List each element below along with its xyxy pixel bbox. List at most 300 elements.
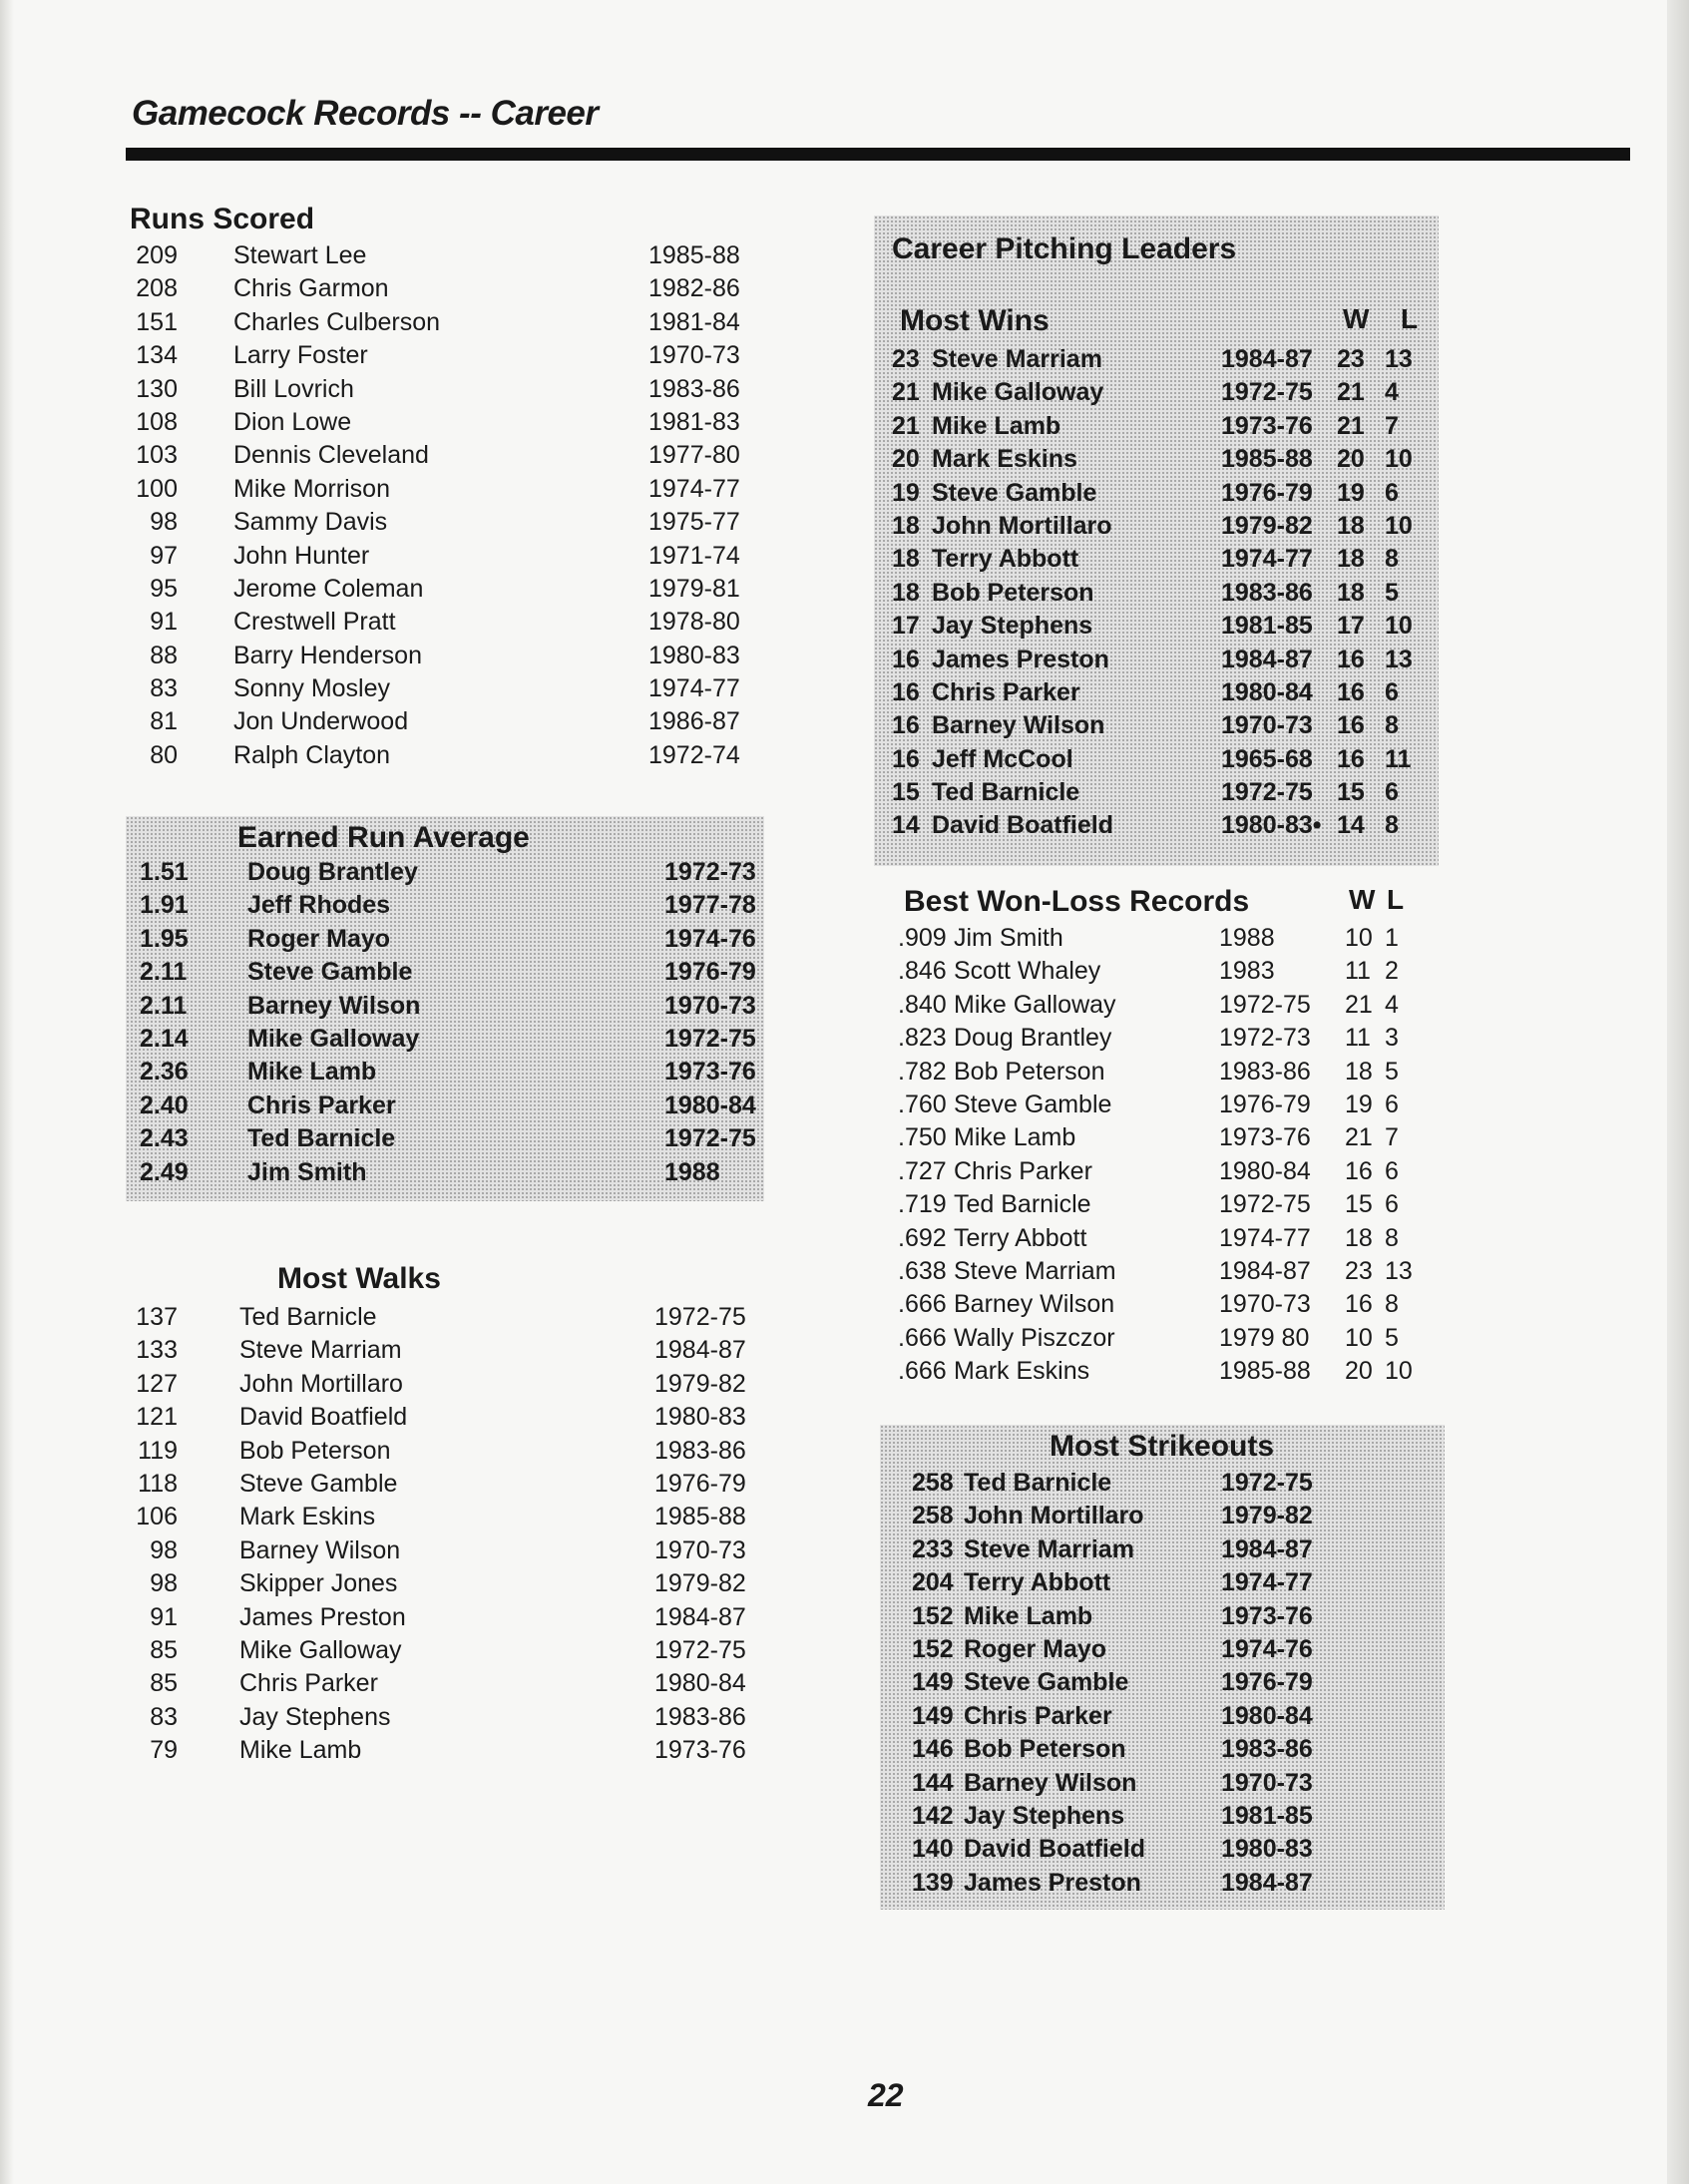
player-name: Wally Piszczor — [954, 1323, 1115, 1352]
player-years: 1972-75 — [1221, 1469, 1313, 1497]
w-value: 14 — [1337, 811, 1365, 840]
table-row — [134, 1701, 752, 1734]
w-value: 21 — [1337, 378, 1365, 407]
walks-value: 91 — [150, 1602, 178, 1631]
wins-value: 21 — [892, 378, 920, 407]
l-value: 6 — [1385, 1190, 1399, 1219]
wins-value: 15 — [892, 778, 920, 807]
wins-value: 20 — [892, 445, 920, 474]
runs-value: 91 — [150, 608, 178, 637]
player-name: Barney Wilson — [954, 1290, 1115, 1319]
table-row — [134, 1435, 752, 1468]
player-name: Mike Lamb — [964, 1601, 1093, 1630]
table-row — [892, 510, 1431, 543]
table-row — [912, 1666, 1431, 1699]
most-walks-title: Most Walks — [277, 1262, 441, 1295]
table-row — [140, 923, 758, 956]
era-value: 2.14 — [140, 1024, 189, 1053]
won-loss-section — [898, 884, 1457, 1388]
player-years: 1973-76 — [654, 1736, 746, 1765]
pitching-leaders-title: Career Pitching Leaders — [892, 232, 1237, 265]
player-name: Dion Lowe — [233, 407, 352, 436]
most-walks-list — [134, 1301, 752, 1767]
player-years: 1982-86 — [648, 274, 740, 303]
pct-value: .692 — [898, 1223, 947, 1252]
table-row — [140, 1156, 758, 1189]
pct-value: .638 — [898, 1256, 947, 1285]
player-years: 1974-77 — [1221, 545, 1313, 574]
player-years: 1984-87 — [1221, 345, 1313, 373]
player-name: Mark Eskins — [954, 1357, 1090, 1386]
runs-value: 88 — [150, 641, 178, 669]
player-years: 1965-68 — [1221, 744, 1313, 773]
player-name: Bob Peterson — [932, 578, 1094, 607]
table-row — [898, 1288, 1457, 1321]
player-years: 1977-78 — [664, 891, 756, 920]
player-name: Steve Gamble — [239, 1469, 398, 1498]
player-name: John Mortillaro — [932, 511, 1112, 540]
player-name: Terry Abbott — [954, 1223, 1087, 1252]
table-row — [898, 1056, 1457, 1089]
table-row — [912, 1566, 1431, 1599]
pct-value: .727 — [898, 1156, 947, 1185]
table-row — [898, 1255, 1457, 1288]
era-section — [126, 816, 764, 1201]
table-row — [898, 922, 1457, 955]
player-name: Steve Gamble — [954, 1090, 1112, 1118]
table-row — [134, 1734, 752, 1767]
l-value: 13 — [1385, 1256, 1413, 1285]
table-row — [134, 1534, 752, 1567]
pct-value: .750 — [898, 1123, 947, 1152]
won-loss-list — [898, 922, 1457, 1388]
pct-value: .782 — [898, 1057, 947, 1086]
player-years: 1974-77 — [648, 674, 740, 703]
pct-value: .846 — [898, 957, 947, 986]
l-value: 6 — [1385, 1090, 1399, 1118]
l-value: 5 — [1385, 578, 1399, 607]
pct-value: .760 — [898, 1090, 947, 1118]
runs-scored-section — [130, 202, 748, 772]
l-value: 7 — [1385, 1123, 1399, 1152]
pct-value: .666 — [898, 1290, 947, 1319]
table-row — [898, 1322, 1457, 1355]
player-name: Steve Marriam — [239, 1336, 402, 1365]
player-years: 1988 — [664, 1157, 720, 1186]
wins-value: 18 — [892, 511, 920, 540]
player-years: 1971-74 — [648, 541, 740, 570]
runs-value: 81 — [150, 707, 178, 736]
table-row — [130, 705, 748, 738]
era-value: 1.95 — [140, 924, 189, 953]
player-name: David Boatfield — [964, 1835, 1145, 1864]
player-name: Bob Peterson — [964, 1735, 1126, 1764]
table-row — [134, 1567, 752, 1600]
era-value: 2.11 — [140, 958, 188, 987]
player-name: Mike Lamb — [247, 1058, 377, 1087]
player-years: 1979-82 — [654, 1569, 746, 1598]
player-name: Steve Gamble — [932, 478, 1097, 507]
player-name: Mike Galloway — [932, 378, 1104, 407]
pct-value: .823 — [898, 1024, 947, 1053]
player-name: Barney Wilson — [932, 711, 1105, 740]
player-years: 1976-79 — [1219, 1090, 1311, 1118]
player-years: 1972-75 — [664, 1124, 756, 1153]
player-years: 1983-86 — [648, 374, 740, 403]
runs-value: 80 — [150, 740, 178, 769]
strikeouts-section — [880, 1425, 1445, 1910]
runs-value: 209 — [136, 241, 178, 269]
w-value: 16 — [1337, 645, 1365, 673]
player-years: 1974-77 — [1219, 1223, 1311, 1252]
player-years: 1980-83 — [1221, 1835, 1313, 1864]
most-wins-list — [892, 343, 1431, 843]
strikeouts-title: Most Strikeouts — [1050, 1430, 1275, 1463]
player-name: John Mortillaro — [964, 1502, 1144, 1530]
player-name: Steve Gamble — [964, 1668, 1129, 1697]
l-value: 10 — [1385, 511, 1413, 540]
player-name: Skipper Jones — [239, 1569, 398, 1598]
walks-value: 83 — [150, 1702, 178, 1731]
player-years: 1979-82 — [1221, 1502, 1313, 1530]
walks-value: 127 — [136, 1369, 178, 1398]
w-value: 19 — [1337, 478, 1365, 507]
runs-value: 83 — [150, 674, 178, 703]
player-name: Mike Galloway — [247, 1024, 420, 1053]
player-years: 1973-76 — [1219, 1123, 1311, 1152]
player-name: Mike Lamb — [932, 411, 1061, 440]
w-value: 18 — [1345, 1057, 1373, 1086]
l-value: 5 — [1385, 1323, 1399, 1352]
strikeouts-value: 152 — [912, 1601, 954, 1630]
wins-value: 17 — [892, 612, 920, 641]
table-row — [130, 373, 748, 406]
player-years: 1974-77 — [1221, 1568, 1313, 1597]
table-row — [140, 889, 758, 922]
player-years: 1972-75 — [1221, 778, 1313, 807]
player-name: Charles Culberson — [233, 307, 441, 336]
player-years: 1980-83 — [654, 1403, 746, 1432]
table-row — [912, 1633, 1431, 1666]
player-years: 1980-84 — [1219, 1156, 1311, 1185]
player-years: 1976-79 — [654, 1469, 746, 1498]
player-years: 1981-85 — [1221, 612, 1313, 641]
player-name: Jim Smith — [247, 1157, 367, 1186]
player-name: Jay Stephens — [964, 1801, 1125, 1830]
player-name: Bill Lovrich — [233, 374, 354, 403]
player-name: Steve Marriam — [932, 345, 1102, 373]
player-name: David Boatfield — [932, 811, 1113, 840]
table-row — [912, 1867, 1431, 1900]
table-row — [892, 343, 1431, 376]
w-value: 17 — [1337, 612, 1365, 641]
w-value: 10 — [1345, 924, 1373, 952]
player-years: 1979-82 — [1221, 511, 1313, 540]
pitching-leaders-section — [874, 216, 1439, 866]
player-years: 1973-76 — [1221, 1601, 1313, 1630]
table-row — [134, 1634, 752, 1667]
w-value: 20 — [1345, 1357, 1373, 1386]
player-name: Scott Whaley — [954, 957, 1101, 986]
player-name: Jay Stephens — [932, 612, 1093, 641]
table-row — [140, 1090, 758, 1122]
era-value: 2.49 — [140, 1157, 189, 1186]
table-row — [892, 709, 1431, 742]
player-years: 1984-87 — [654, 1336, 746, 1365]
player-name: Mike Morrison — [233, 474, 390, 503]
player-name: Barry Henderson — [233, 641, 422, 669]
pct-value: .719 — [898, 1190, 947, 1219]
player-years: 1972-75 — [654, 1303, 746, 1331]
w-value: 21 — [1345, 1123, 1373, 1152]
player-name: Chris Garmon — [233, 274, 389, 303]
player-years: 1976-79 — [664, 958, 756, 987]
player-years: 1981-83 — [648, 407, 740, 436]
player-years: 1972-75 — [1219, 1190, 1311, 1219]
most-walks-section — [134, 1261, 752, 1767]
player-years: 1974-76 — [1221, 1634, 1313, 1663]
player-name: John Hunter — [233, 541, 370, 570]
player-years: 1981-84 — [648, 307, 740, 336]
l-value: 8 — [1385, 811, 1399, 840]
wins-value: 16 — [892, 744, 920, 773]
player-name: Sammy Davis — [233, 508, 388, 537]
pct-value: .666 — [898, 1323, 947, 1352]
w-value: 16 — [1337, 711, 1365, 740]
table-row — [912, 1500, 1431, 1532]
player-years: 1972-75 — [654, 1635, 746, 1664]
table-row — [892, 443, 1431, 476]
player-name: Steve Marriam — [954, 1256, 1116, 1285]
player-years: 1970-73 — [1221, 1768, 1313, 1797]
table-row — [140, 1023, 758, 1056]
era-value: 1.51 — [140, 858, 189, 886]
player-name: Ralph Clayton — [233, 740, 391, 769]
table-row — [130, 739, 748, 772]
w-value: 16 — [1337, 677, 1365, 706]
w-value: 18 — [1337, 545, 1365, 574]
page-title: Gamecock Records -- Career — [132, 94, 599, 133]
player-name: Terry Abbott — [932, 545, 1079, 574]
l-value: 1 — [1385, 924, 1399, 952]
l-value: 11 — [1385, 744, 1412, 773]
table-row — [892, 809, 1431, 842]
player-years: 1972-73 — [664, 858, 756, 886]
table-row — [898, 989, 1457, 1022]
table-row — [898, 1155, 1457, 1188]
player-name: Barney Wilson — [247, 991, 421, 1020]
table-row — [912, 1700, 1431, 1733]
table-row — [134, 1468, 752, 1501]
l-value: 13 — [1385, 645, 1413, 673]
table-row — [134, 1401, 752, 1434]
player-years: 1980-84 — [664, 1091, 756, 1119]
table-row — [912, 1533, 1431, 1566]
w-value: 18 — [1337, 578, 1365, 607]
table-row — [892, 610, 1431, 643]
strikeouts-value: 149 — [912, 1701, 954, 1730]
w-value: 21 — [1337, 411, 1365, 440]
table-row — [130, 506, 748, 539]
table-row — [898, 955, 1457, 988]
most-wins-title: Most Wins — [900, 304, 1050, 337]
runs-value: 100 — [136, 474, 178, 503]
wins-value: 23 — [892, 345, 920, 373]
player-name: Ted Barnicle — [247, 1124, 396, 1153]
player-name: Dennis Cleveland — [233, 441, 429, 470]
player-name: Roger Mayo — [964, 1634, 1107, 1663]
player-years: 1983-86 — [654, 1436, 746, 1465]
l-value: 13 — [1385, 345, 1413, 373]
player-name: Ted Barnicle — [964, 1469, 1112, 1497]
table-row — [892, 776, 1431, 809]
table-row — [130, 439, 748, 472]
player-years: 1973-76 — [664, 1058, 756, 1087]
w-value: 11 — [1345, 1024, 1371, 1053]
runs-scored-list — [130, 239, 748, 772]
era-value: 2.43 — [140, 1124, 189, 1153]
player-name: Mike Lamb — [239, 1736, 362, 1765]
l-value: 6 — [1385, 1156, 1399, 1185]
walks-value: 79 — [150, 1736, 178, 1765]
player-name: Chris Parker — [239, 1669, 378, 1698]
player-name: Doug Brantley — [954, 1024, 1112, 1053]
player-name: Doug Brantley — [247, 858, 418, 886]
player-years: 1972-74 — [648, 740, 740, 769]
runs-scored-title: Runs Scored — [130, 203, 315, 235]
player-name: Jeff McCool — [932, 744, 1073, 773]
table-row — [134, 1667, 752, 1700]
player-years: 1970-73 — [648, 341, 740, 370]
player-years: 1973-76 — [1221, 411, 1313, 440]
l-value: 4 — [1385, 378, 1399, 407]
pct-value: .840 — [898, 990, 947, 1019]
wins-value: 19 — [892, 478, 920, 507]
l-value: 4 — [1385, 990, 1399, 1019]
strikeouts-value: 144 — [912, 1768, 954, 1797]
page-gutter — [0, 0, 14, 2184]
walks-value: 98 — [150, 1535, 178, 1564]
w-value: 18 — [1337, 511, 1365, 540]
runs-value: 97 — [150, 541, 178, 570]
player-years: 1986-87 — [648, 707, 740, 736]
player-years: 1970-73 — [654, 1535, 746, 1564]
table-row — [134, 1368, 752, 1401]
strikeouts-value: 146 — [912, 1735, 954, 1764]
l-value: 10 — [1385, 1357, 1413, 1386]
table-row — [140, 1122, 758, 1155]
runs-value: 134 — [136, 341, 178, 370]
wins-value: 16 — [892, 677, 920, 706]
table-row — [892, 477, 1431, 510]
table-row — [134, 1301, 752, 1334]
table-row — [140, 956, 758, 989]
era-title: Earned Run Average — [237, 821, 530, 854]
table-row — [898, 1222, 1457, 1255]
runs-value: 208 — [136, 274, 178, 303]
player-years: 1972-75 — [1221, 378, 1313, 407]
player-name: Chris Parker — [954, 1156, 1092, 1185]
table-row — [892, 644, 1431, 676]
table-row — [134, 1334, 752, 1367]
page-number: 22 — [868, 2077, 904, 2113]
runs-value: 151 — [136, 307, 178, 336]
table-row — [130, 640, 748, 672]
table-row — [130, 473, 748, 506]
walks-value: 106 — [136, 1503, 178, 1531]
walks-value: 85 — [150, 1669, 178, 1698]
wins-value: 16 — [892, 711, 920, 740]
player-name: Mark Eskins — [932, 445, 1077, 474]
player-years: 1980-84 — [1221, 677, 1313, 706]
strikeouts-value: 142 — [912, 1801, 954, 1830]
player-name: Mike Galloway — [239, 1635, 402, 1664]
table-row — [912, 1467, 1431, 1500]
strikeouts-value: 149 — [912, 1668, 954, 1697]
player-name: Steve Gamble — [247, 958, 413, 987]
player-years: 1984-87 — [1221, 645, 1313, 673]
player-name: Ted Barnicle — [954, 1190, 1091, 1219]
table-row — [130, 540, 748, 573]
walks-value: 137 — [136, 1303, 178, 1331]
strikeouts-value: 258 — [912, 1469, 954, 1497]
era-value: 2.40 — [140, 1091, 189, 1119]
player-name: Bob Peterson — [954, 1057, 1105, 1086]
player-name: Jon Underwood — [233, 707, 409, 736]
player-name: Mike Lamb — [954, 1123, 1076, 1152]
l-value: 6 — [1385, 778, 1399, 807]
wins-l-header: L — [1401, 303, 1419, 334]
era-value: 1.91 — [140, 891, 189, 920]
pct-value: .666 — [898, 1357, 947, 1386]
wins-value: 18 — [892, 545, 920, 574]
table-row — [892, 743, 1431, 776]
won-loss-title: Best Won-Loss Records — [904, 885, 1250, 918]
player-name: Ted Barnicle — [932, 778, 1080, 807]
table-row — [130, 672, 748, 705]
player-years: 1979-81 — [648, 574, 740, 603]
table-row — [130, 306, 748, 339]
walks-value: 118 — [138, 1469, 178, 1498]
player-years: 1983 — [1219, 957, 1275, 986]
table-row — [898, 1089, 1457, 1121]
runs-value: 130 — [136, 374, 178, 403]
l-value: 7 — [1385, 411, 1399, 440]
player-name: Sonny Mosley — [233, 674, 391, 703]
table-row — [130, 272, 748, 305]
table-row — [130, 606, 748, 639]
w-value: 15 — [1337, 778, 1365, 807]
strikeouts-value: 152 — [912, 1634, 954, 1663]
player-name: Mike Galloway — [954, 990, 1116, 1019]
page-edge — [1667, 0, 1689, 2184]
table-row — [912, 1800, 1431, 1833]
title-rule — [126, 148, 1630, 161]
player-years: 1984-87 — [1221, 1868, 1313, 1897]
walks-value: 98 — [150, 1569, 178, 1598]
table-row — [130, 406, 748, 439]
walks-value: 85 — [150, 1635, 178, 1664]
wins-w-header: W — [1343, 303, 1370, 334]
walks-value: 133 — [136, 1336, 178, 1365]
l-value: 2 — [1385, 957, 1399, 986]
table-row — [134, 1501, 752, 1533]
player-name: Mark Eskins — [239, 1503, 376, 1531]
player-name: Ted Barnicle — [239, 1303, 377, 1331]
player-name: Jerome Coleman — [233, 574, 424, 603]
player-name: Bob Peterson — [239, 1436, 391, 1465]
table-row — [912, 1767, 1431, 1800]
